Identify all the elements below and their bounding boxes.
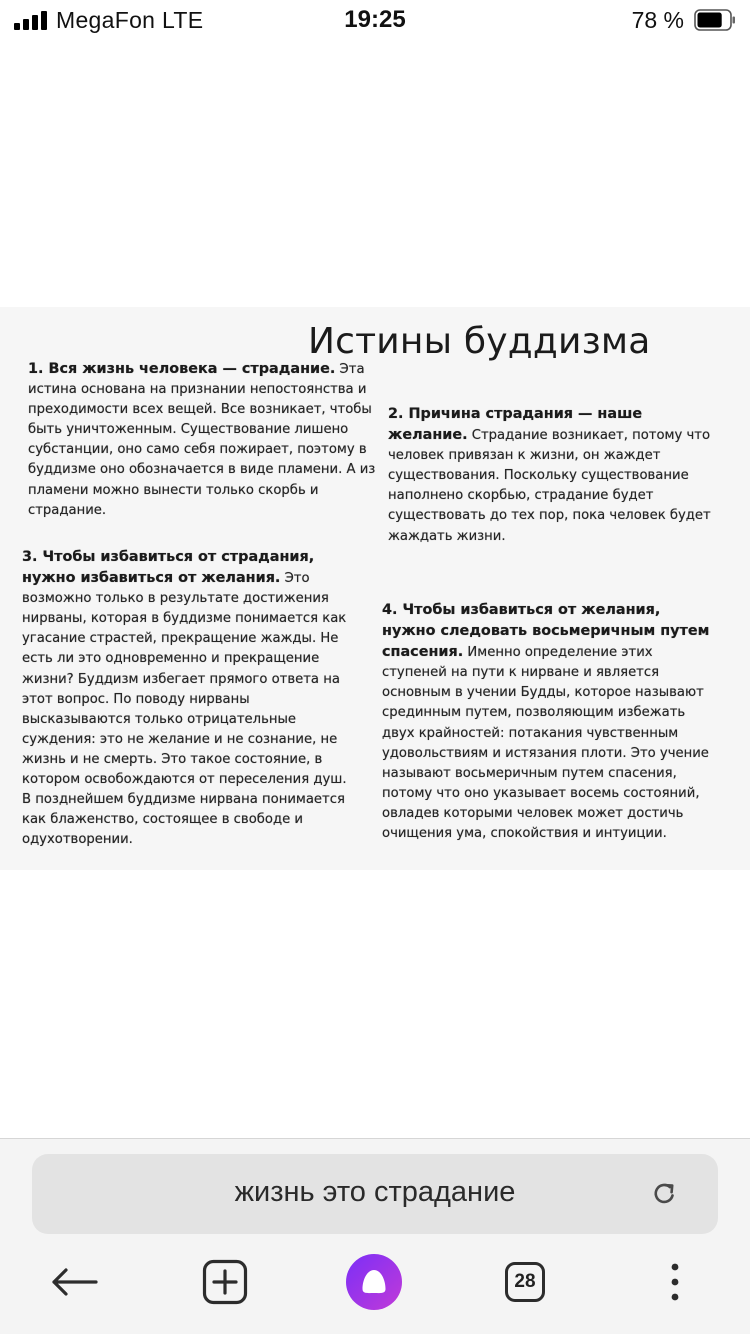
- truth-text: Это возможно только в результате достижения нирваны, которая в буддизме понимается как угасание страстей, прекращение жажды. Не есть ли это одновременно и прекращение жизни? Буддизм избегает прямого ответа на этот вопрос. По поводу нирваны высказываются только отрицательные суждения: это не желание и не сознание, не жизнь и не смерть. Это такое состояние, в котором освобождаются от переселения душ. В позднейшем буддизме нирвана понимается как блаженство, состоящее в свободе и одухотворении.: [22, 571, 347, 848]
- status-bar: [0, 0, 750, 44]
- truth-heading: 4. Чтобы избавиться от желания, нужно следовать восьмеричным путем спасения.: [382, 602, 710, 661]
- browser-bottom-bar: [0, 1139, 750, 1334]
- plus-square-icon: [202, 1259, 248, 1305]
- search-query[interactable]: жизнь это страдание: [234, 1176, 516, 1208]
- truth-text: Именно определение этих ступеней на пути к нирване и является основным в учении Будды, которое называют срединным путем, позволяющим избежать двух крайностей: потакания чувственным удовольствиям и истязания плоти. Это учение называют восьмеричным путем спасения, потому что оно указывает восемь состояний, овладев которыми человек может достичь очищения ума, спокойствия и интуиции.: [382, 645, 709, 842]
- truth-2-paragraph: [388, 404, 718, 547]
- page-title: Истины буддизма: [308, 321, 651, 362]
- browser-toolbar: [0, 1247, 750, 1317]
- tabs-counter-icon: 28: [505, 1262, 545, 1302]
- reload-icon[interactable]: [648, 1178, 680, 1210]
- voice-assistant-button[interactable]: [344, 1247, 404, 1317]
- carrier-name: MegaFon LTE: [56, 7, 204, 33]
- truth-text: Эта истина основана на признании непостоянства и преходимости всех вещей. Все возникает, чтобы быть уничтоженным. Существование лишено субстанции, оно само себя пожирает, поэтому в буддизме оно обозначается в виде пламени. А из пламени можно вынести только скорбь и страдание.: [28, 362, 376, 518]
- menu-button[interactable]: [645, 1247, 705, 1317]
- back-button[interactable]: [44, 1247, 104, 1317]
- truth-1-paragraph: [28, 359, 376, 521]
- new-tab-button[interactable]: [195, 1247, 255, 1317]
- address-bar[interactable]: [32, 1154, 718, 1234]
- truth-text: Страдание возникает, потому что человек привязан к жизни, он жаждет существования. Поскольку существование наполнено скорбью, страдание будет существовать до тех пор, пока человек будет жаждать жизни.: [388, 428, 711, 544]
- vertical-dots-icon: [669, 1262, 681, 1302]
- article-image: [0, 307, 750, 870]
- truth-heading: 2. Причина страдания — наше желание.: [388, 406, 643, 444]
- tabs-button[interactable]: [495, 1247, 555, 1317]
- arrow-left-icon: [50, 1267, 98, 1297]
- truth-heading: 3. Чтобы избавиться от страдания, нужно избавиться от желания.: [22, 549, 315, 587]
- battery-percent: 78 %: [631, 7, 684, 33]
- truth-heading: 1. Вся жизнь человека — страдание.: [28, 361, 336, 377]
- status-time: 19:25: [344, 6, 406, 33]
- battery-icon: [694, 9, 736, 31]
- alice-icon: [345, 1253, 403, 1311]
- truth-3-paragraph: [22, 547, 358, 850]
- truth-4-paragraph: [382, 600, 712, 844]
